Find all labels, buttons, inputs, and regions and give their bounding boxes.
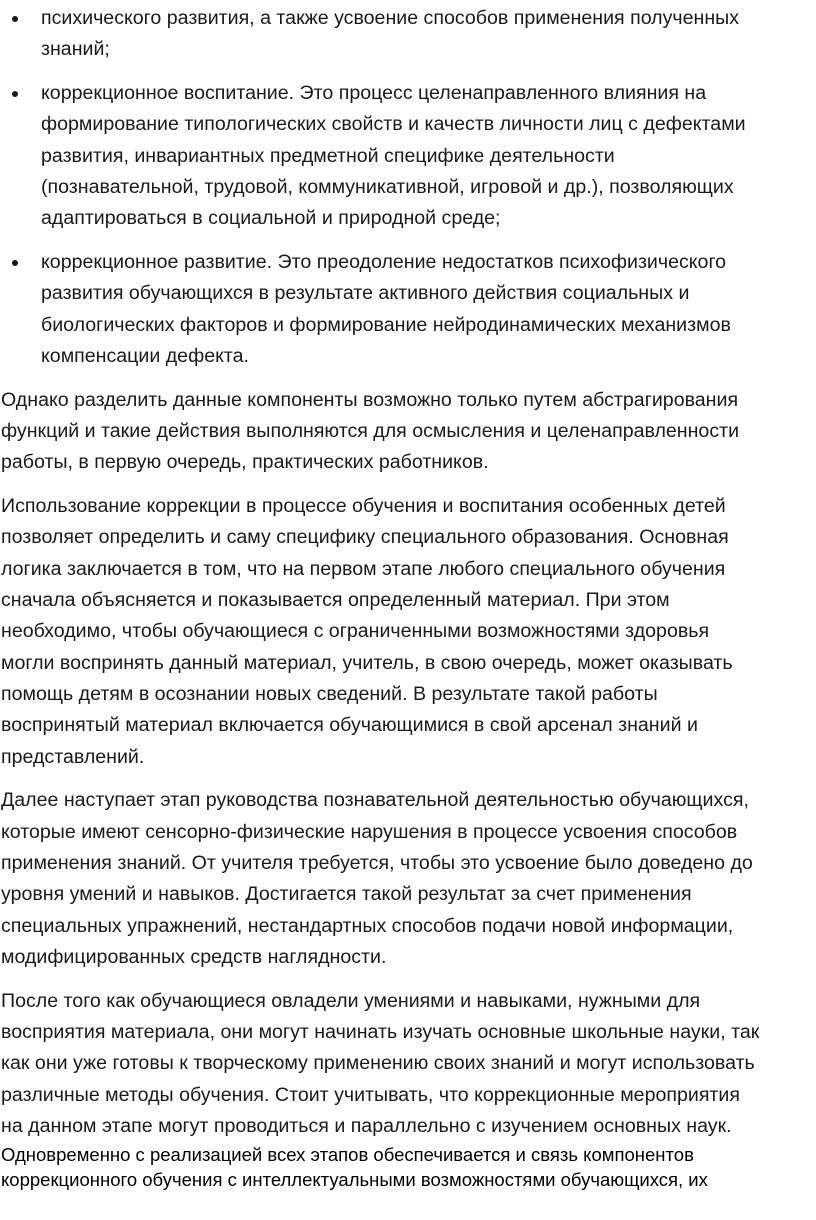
- text-line: коррекционное воспитание. Это процесс целенаправленного влияния на: [41, 82, 707, 105]
- text-line: модифицированных средств наглядности.: [1, 945, 387, 968]
- text-line: формирование типологических свойств и качеств личности лиц с дефектами: [41, 113, 746, 136]
- text-line: развития, инвариантных предметной специфике деятельности: [41, 144, 615, 167]
- text-line: знаний;: [41, 38, 110, 61]
- text-line: Одновременно с реализацией всех этапов обеспечивается и связь компонентов: [1, 1144, 694, 1166]
- bullet-dot-icon: [12, 16, 18, 22]
- continuation-paragraph: [0, 1142, 813, 1192]
- text-line: Далее наступает этап руководства познавательной деятельностью обучающихся,: [1, 789, 749, 812]
- text-line: различные методы обучения. Стоит учитывать, что коррекционные мероприятия: [1, 1083, 740, 1106]
- text-line: необходимо, чтобы обучающиеся с ограниченными возможностями здоровья: [1, 620, 710, 643]
- text-line: После того как обучающиеся овладели умениями и навыками, нужными для: [1, 989, 701, 1012]
- text-line: представлений.: [1, 745, 145, 768]
- text-line: которые имеют сенсорно-физические нарушения в процессе усвоения способов: [1, 820, 738, 843]
- bullet-dot-icon: [12, 260, 18, 266]
- text-line: функций и такие действия выполняются для осмысления и целенаправленности: [1, 420, 740, 443]
- list-item: [0, 3, 816, 66]
- text-line: развития обучающихся в результате активного действия социальных и: [41, 282, 690, 305]
- text-line: (познавательной, трудовой, коммуникативной, игровой и др.), позволяющих: [41, 175, 734, 198]
- list-item: [0, 247, 816, 372]
- text-line: помощь детям в осознании новых сведений. В результате такой работы: [1, 682, 658, 705]
- text-line: логика заключается в том, что на первом этапе любого специального обучения: [1, 557, 726, 580]
- text-line: психического развития, а также усвоение способов применения полученных: [41, 7, 740, 29]
- text-line: коррекционное развитие. Это преодоление недостатков психофизического: [41, 251, 727, 274]
- paragraph: [0, 491, 813, 773]
- text-line: позволяет определить и саму специфику специального образования. Основная: [1, 526, 729, 549]
- text-line: биологических факторов и формирование нейродинамических механизмов: [41, 313, 731, 336]
- text-line: специальных упражнений, нестандартных способов подачи новой информации,: [1, 914, 734, 937]
- list-item: [0, 78, 816, 234]
- text-line: Однако разделить данные компоненты возможно только путем абстрагирования: [1, 388, 739, 411]
- text-line: сначала объясняется и показывается определенный материал. При этом: [1, 589, 670, 612]
- text-line: применения знаний. От учителя требуется, чтобы это усвоение было доведено до: [1, 851, 753, 874]
- paragraph: [0, 986, 813, 1142]
- text-line: уровня умений и навыков. Достигается такой результат за счет применения: [1, 883, 692, 906]
- text-line: как они уже готовы к творческому применению своих знаний и могут использовать: [1, 1052, 755, 1075]
- text-line: на данном этапе могут проводиться и параллельно с изучением основных наук.: [1, 1114, 732, 1137]
- document-page: [0, 3, 816, 1192]
- paragraph: [0, 785, 813, 973]
- text-line: коррекционного обучения с интеллектуальными возможностями обучающихся, их: [1, 1169, 708, 1191]
- text-line: восприятия материала, они могут начинать изучать основные школьные науки, так: [1, 1020, 760, 1043]
- text-line: работы, в первую очередь, практических работников.: [1, 451, 489, 474]
- text-line: воспринятый материал включается обучающимися в свой арсенал знаний и: [1, 714, 698, 737]
- bullet-list: [0, 3, 816, 372]
- text-line: адаптироваться в социальной и природной среде;: [41, 207, 501, 230]
- text-line: Использование коррекции в процессе обучения и воспитания особенных детей: [1, 495, 726, 518]
- paragraph: [0, 385, 813, 479]
- text-line: компенсации дефекта.: [41, 344, 249, 367]
- bullet-dot-icon: [12, 91, 18, 97]
- text-line: могли воспринять данный материал, учитель, в свою очередь, может оказывать: [1, 651, 733, 674]
